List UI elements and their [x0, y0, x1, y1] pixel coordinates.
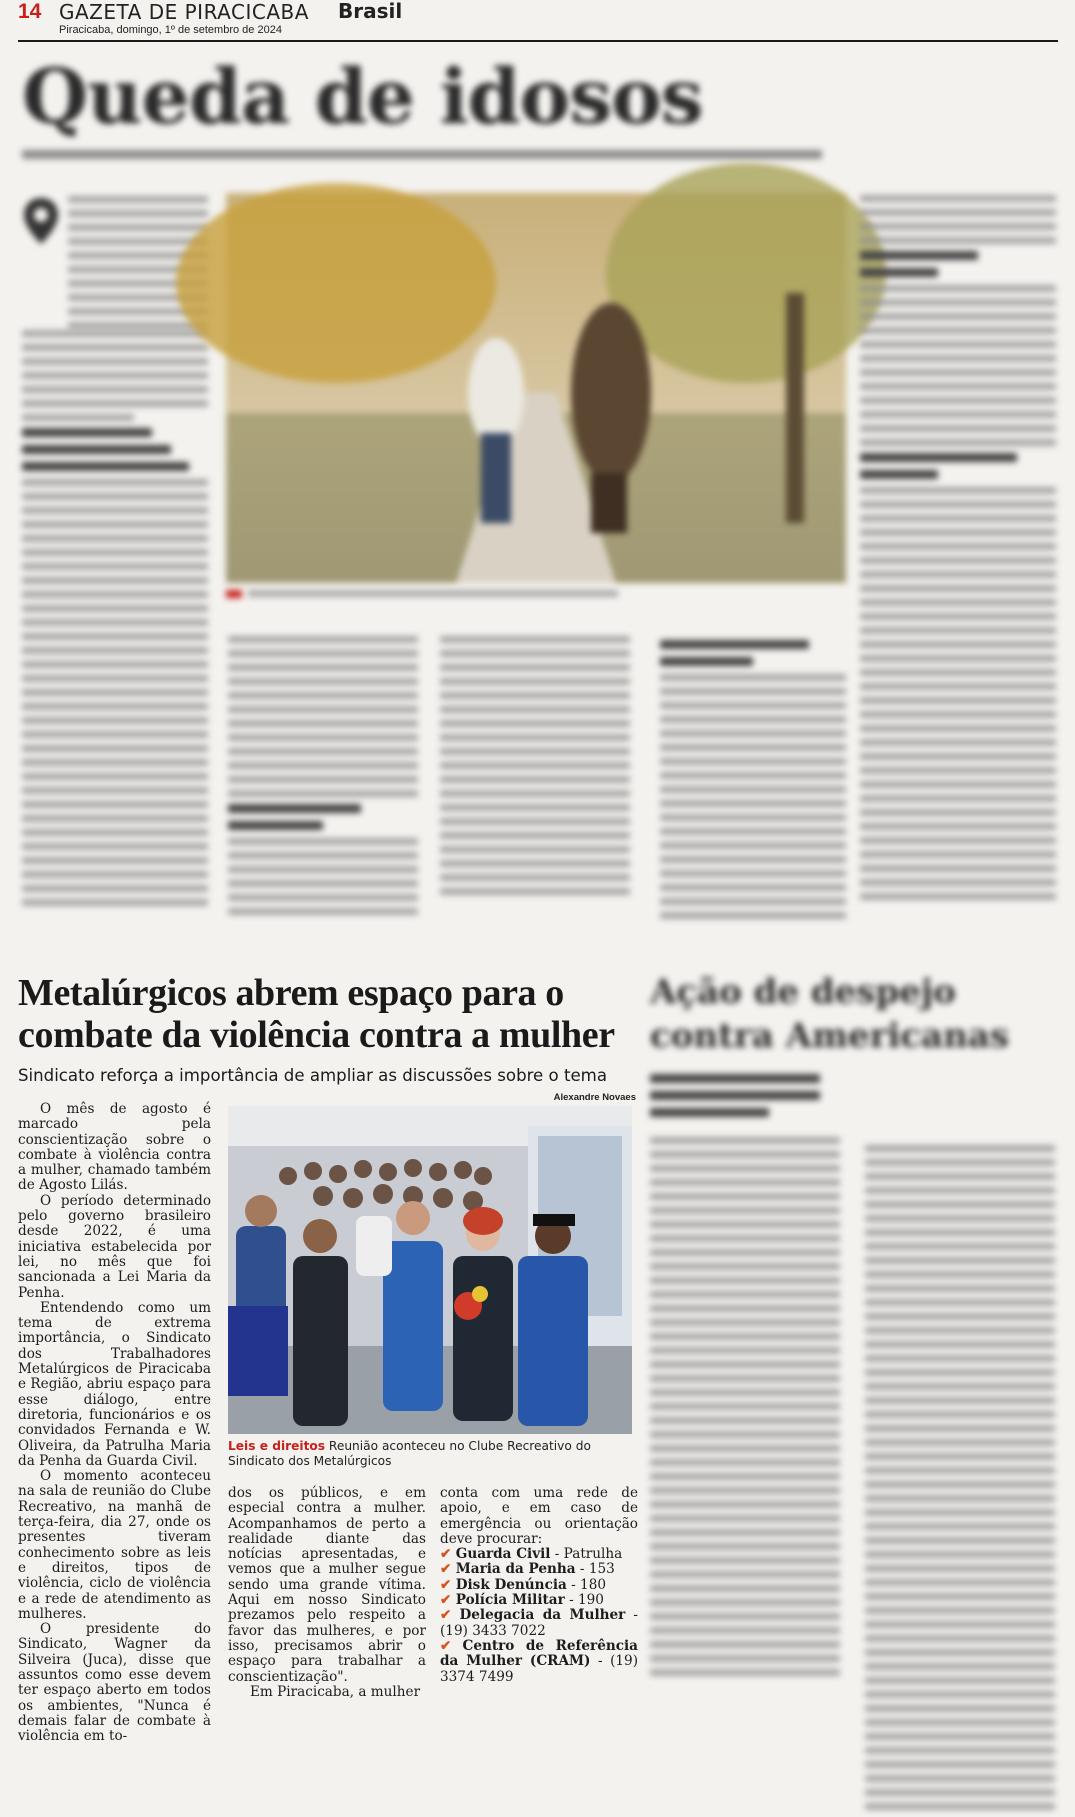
contact-name: Disk Denúncia — [455, 1576, 567, 1593]
contact-name: Delegacia da Mulher — [459, 1607, 626, 1624]
article-subheadline: Sindicato reforça a importância de ampliar as discussões sobre o tema — [18, 1066, 608, 1085]
top-story-headline: Queda de idosos — [22, 52, 703, 141]
contact-item — [440, 1562, 638, 1577]
check-icon: ✔ — [440, 1637, 452, 1654]
paragraph: conta com uma rede de apoio, e em caso de emergência ou orientação deve procurar: — [440, 1485, 638, 1547]
contact-name: Guarda Civil — [455, 1546, 551, 1563]
paragraph: O período determinado pelo governo brasileiro desde 2022, é uma iniciativa estabelecida por lei, no mês que foi sancionada a Lei Maria da Penha. — [18, 1192, 211, 1301]
contact-name: Polícia Militar — [455, 1592, 565, 1609]
dateline: Piracicaba, domingo, 1º de setembro de 2024 — [59, 24, 282, 36]
contact-item — [440, 1547, 638, 1562]
header-rule — [18, 40, 1058, 42]
article-headline: Metalúrgicos abrem espaço para o combate da violência contra a mulher — [18, 972, 615, 1056]
newspaper-name: GAZETA DE PIRACICABA — [59, 0, 309, 24]
top-story-col4 — [660, 636, 846, 936]
contact-detail: - 190 — [564, 1592, 604, 1609]
contact-item — [440, 1593, 638, 1608]
contact-name: Maria da Penha — [455, 1561, 576, 1578]
paragraph: O mês de agosto é marcado pela conscientização sobre o combate à violência contra a mulher, chamado também de Agosto Lilás. — [18, 1101, 211, 1194]
contact-item — [440, 1608, 638, 1639]
contact-detail: - 180 — [566, 1576, 606, 1593]
caption-text: Reunião aconteceu no Clube Recreativo do Sindicato dos Metalúrgicos — [228, 1439, 591, 1468]
contact-item — [440, 1578, 638, 1593]
photo-credit: Alexandre Novaes — [553, 1092, 636, 1103]
location-pin-icon — [22, 196, 60, 246]
contact-detail: - (19) 3433 7022 — [440, 1607, 639, 1639]
top-story-col2 — [228, 636, 418, 936]
check-icon: ✔ — [440, 1561, 452, 1578]
check-icon: ✔ — [440, 1607, 452, 1624]
article-column-3 — [440, 1486, 638, 1685]
side-story — [650, 970, 1060, 1690]
paragraph: O momento aconteceu na sala de reunião do Clube Recreativo, na manhã de terça-feira, dia 27, onde os presentes tiveram conhecimento sobre as leis e direitos, tipos de violência, ciclo de violência e a rede de atendimento as mulheres. — [18, 1468, 211, 1622]
paragraph: Em Piracicaba, a mulher — [250, 1683, 421, 1700]
section-name: Brasil — [338, 0, 403, 23]
article-column-1 — [18, 1101, 211, 1745]
check-icon: ✔ — [440, 1592, 452, 1609]
check-icon: ✔ — [440, 1576, 452, 1593]
check-icon: ✔ — [440, 1546, 452, 1563]
group-photo — [228, 1106, 632, 1434]
article-column-2 — [228, 1486, 426, 1700]
caption-label: Leis e direitos — [228, 1439, 326, 1453]
contact-item — [440, 1639, 638, 1685]
top-photo-caption-blur — [248, 590, 618, 597]
paragraph: O presidente do Sindicato, Wagner da Silveira (Juca), disse que assuntos como esse devem ter espaço aberto em todos os ambientes, "Nunca é demais falar de combate à violência em to- — [18, 1621, 211, 1745]
top-story-col1-text — [22, 330, 208, 950]
top-story-right-column — [860, 195, 1056, 945]
contact-detail: - (19) 3374 7499 — [440, 1653, 638, 1685]
photo-caption — [228, 1439, 638, 1469]
side-story-headline: Ação de despejo contra Americanas — [650, 972, 1010, 1056]
contact-name: Centro de Referência da Mulher (CRAM) — [440, 1637, 638, 1670]
top-story-col3 — [440, 636, 630, 936]
contact-detail: - Patrulha — [550, 1546, 623, 1563]
top-story-subhead-blur — [22, 150, 842, 164]
page-number: 14 — [18, 0, 42, 23]
paragraph: Entendendo como um tema de extrema importância, o Sindicato dos Trabalhadores Metalúrgicos de Piracicaba e Região, abriu espaço para esse diálogo, entre diretoria, funcionários e os convidados Fernanda e W. Oliveira, da Patrulha Maria da Penha da Guarda Civil. — [18, 1299, 211, 1469]
paragraph: dos os públicos, e em especial contra a mulher. Acompanhamos de perto a realidade diante das notícias apresentadas, e vemos que a mulher segue sendo uma grande vítima. Aqui em nosso Sindicato prezamos pelo respeito a favor das mulheres, e por isso, precisamos abrir o espaço para trabalhar a conscientização". — [228, 1485, 426, 1685]
top-photo-caption-marker — [226, 590, 242, 598]
top-story-photo — [226, 193, 846, 583]
contact-detail: - 153 — [575, 1561, 615, 1578]
